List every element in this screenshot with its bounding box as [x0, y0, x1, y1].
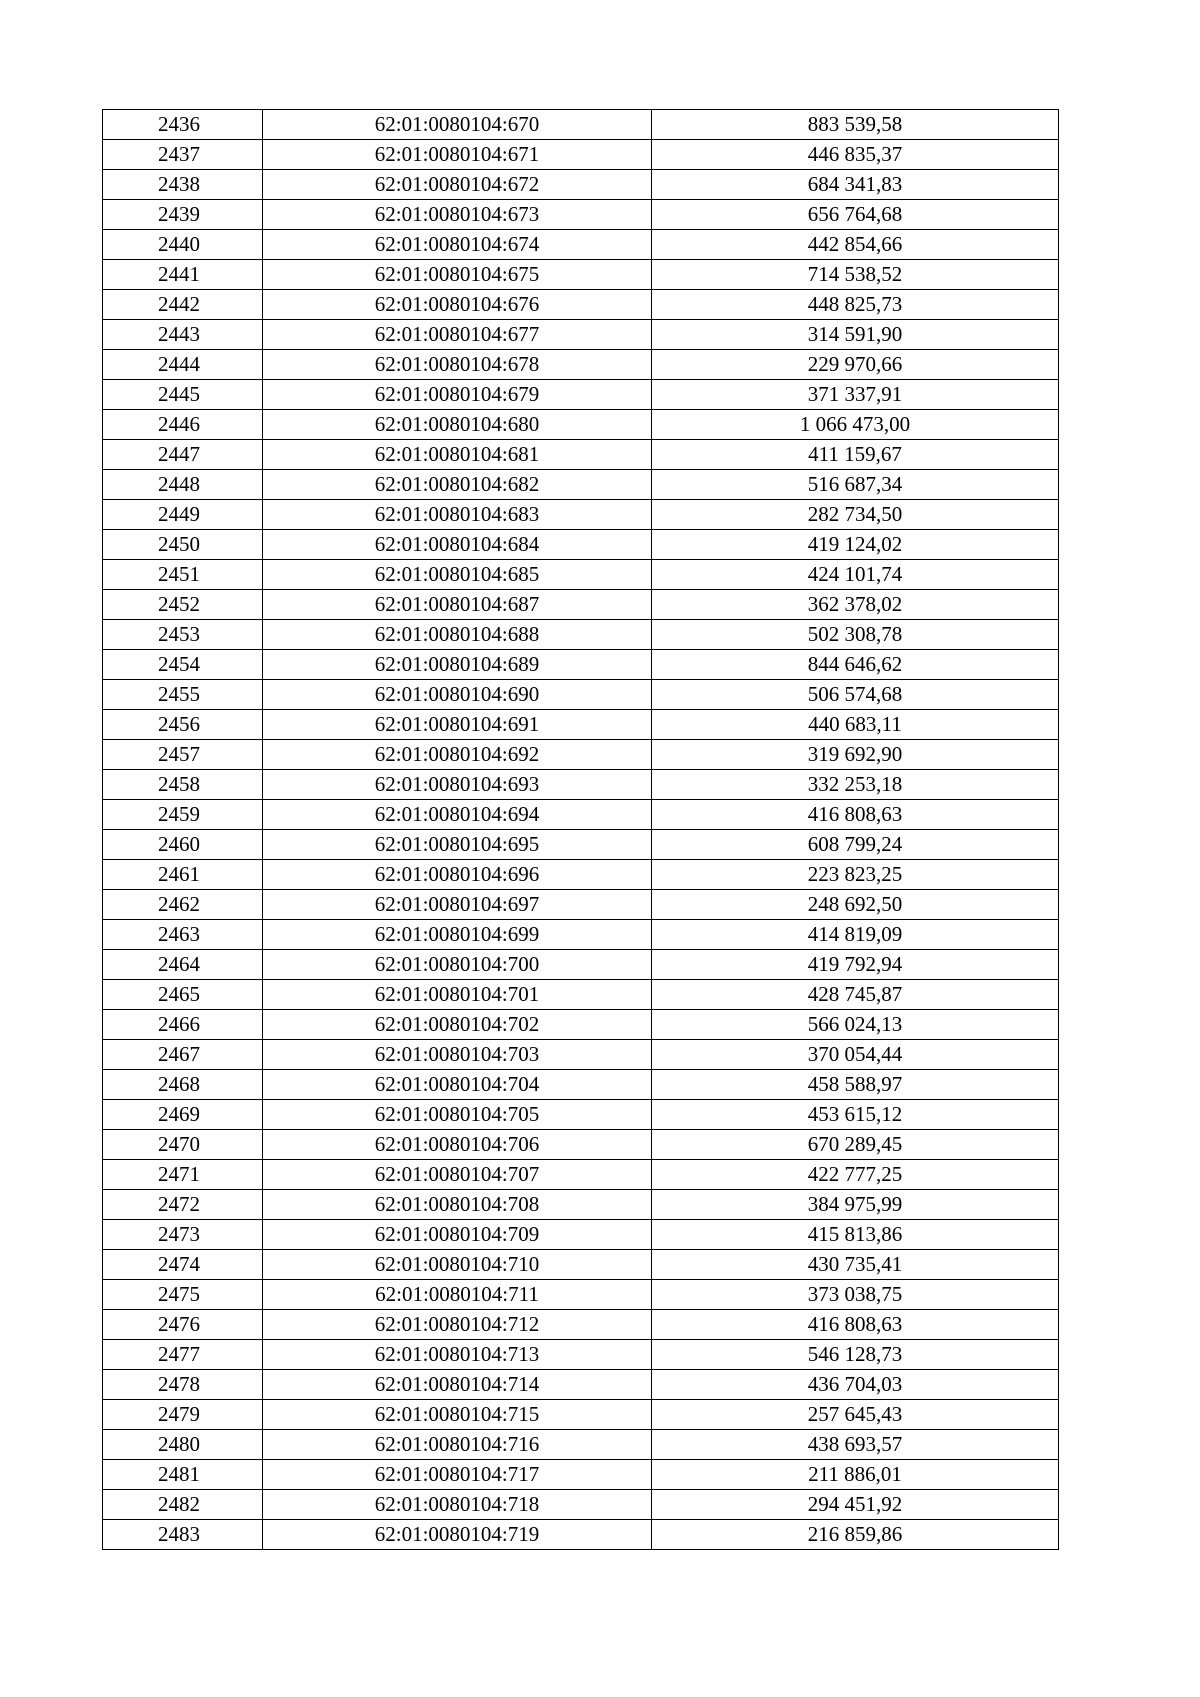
- cadastral-value-cell: 414 819,09: [652, 920, 1059, 950]
- cadastral-value-cell: 516 687,34: [652, 470, 1059, 500]
- table-row: [103, 170, 1059, 200]
- row-number-cell: 2441: [103, 260, 263, 290]
- table-row: [103, 1100, 1059, 1130]
- row-number-cell: 2481: [103, 1460, 263, 1490]
- table-row: [103, 1160, 1059, 1190]
- table-row: [103, 380, 1059, 410]
- row-number-cell: 2455: [103, 680, 263, 710]
- cadastral-number-cell: 62:01:0080104:711: [263, 1280, 652, 1310]
- table-row: [103, 1130, 1059, 1160]
- row-number-cell: 2471: [103, 1160, 263, 1190]
- row-number-cell: 2483: [103, 1520, 263, 1550]
- cadastral-value-cell: 656 764,68: [652, 200, 1059, 230]
- table-row: [103, 530, 1059, 560]
- cadastral-value-cell: 419 792,94: [652, 950, 1059, 980]
- table-row: [103, 710, 1059, 740]
- cadastral-value-table: [102, 109, 1059, 1550]
- row-number-cell: 2450: [103, 530, 263, 560]
- row-number-cell: 2479: [103, 1400, 263, 1430]
- cadastral-value-cell: 362 378,02: [652, 590, 1059, 620]
- row-number-cell: 2472: [103, 1190, 263, 1220]
- cadastral-value-cell: 223 823,25: [652, 860, 1059, 890]
- row-number-cell: 2466: [103, 1010, 263, 1040]
- cadastral-number-cell: 62:01:0080104:713: [263, 1340, 652, 1370]
- cadastral-number-cell: 62:01:0080104:677: [263, 320, 652, 350]
- table-row: [103, 860, 1059, 890]
- row-number-cell: 2462: [103, 890, 263, 920]
- table-row: [103, 110, 1059, 140]
- row-number-cell: 2478: [103, 1370, 263, 1400]
- cadastral-value-cell: 436 704,03: [652, 1370, 1059, 1400]
- row-number-cell: 2452: [103, 590, 263, 620]
- cadastral-number-cell: 62:01:0080104:675: [263, 260, 652, 290]
- cadastral-value-cell: 216 859,86: [652, 1520, 1059, 1550]
- row-number-cell: 2454: [103, 650, 263, 680]
- cadastral-value-cell: 883 539,58: [652, 110, 1059, 140]
- cadastral-number-cell: 62:01:0080104:712: [263, 1310, 652, 1340]
- row-number-cell: 2482: [103, 1490, 263, 1520]
- row-number-cell: 2448: [103, 470, 263, 500]
- cadastral-value-cell: 373 038,75: [652, 1280, 1059, 1310]
- cadastral-number-cell: 62:01:0080104:679: [263, 380, 652, 410]
- table-row: [103, 260, 1059, 290]
- table-row: [103, 1010, 1059, 1040]
- cadastral-number-cell: 62:01:0080104:672: [263, 170, 652, 200]
- cadastral-value-cell: 422 777,25: [652, 1160, 1059, 1190]
- row-number-cell: 2446: [103, 410, 263, 440]
- cadastral-number-cell: 62:01:0080104:693: [263, 770, 652, 800]
- row-number-cell: 2442: [103, 290, 263, 320]
- cadastral-value-cell: 332 253,18: [652, 770, 1059, 800]
- cadastral-number-cell: 62:01:0080104:704: [263, 1070, 652, 1100]
- row-number-cell: 2460: [103, 830, 263, 860]
- cadastral-value-cell: 248 692,50: [652, 890, 1059, 920]
- row-number-cell: 2451: [103, 560, 263, 590]
- cadastral-number-cell: 62:01:0080104:673: [263, 200, 652, 230]
- cadastral-value-cell: 446 835,37: [652, 140, 1059, 170]
- cadastral-number-cell: 62:01:0080104:687: [263, 590, 652, 620]
- table-row: [103, 950, 1059, 980]
- table-row: [103, 1400, 1059, 1430]
- cadastral-value-cell: 294 451,92: [652, 1490, 1059, 1520]
- cadastral-number-cell: 62:01:0080104:716: [263, 1430, 652, 1460]
- cadastral-value-cell: 211 886,01: [652, 1460, 1059, 1490]
- cadastral-number-cell: 62:01:0080104:718: [263, 1490, 652, 1520]
- cadastral-value-cell: 502 308,78: [652, 620, 1059, 650]
- cadastral-value-cell: 438 693,57: [652, 1430, 1059, 1460]
- row-number-cell: 2449: [103, 500, 263, 530]
- cadastral-number-cell: 62:01:0080104:697: [263, 890, 652, 920]
- cadastral-value-cell: 229 970,66: [652, 350, 1059, 380]
- table-row: [103, 1340, 1059, 1370]
- cadastral-value-cell: 416 808,63: [652, 1310, 1059, 1340]
- cadastral-number-cell: 62:01:0080104:717: [263, 1460, 652, 1490]
- cadastral-number-cell: 62:01:0080104:670: [263, 110, 652, 140]
- table-row: [103, 500, 1059, 530]
- cadastral-value-cell: 440 683,11: [652, 710, 1059, 740]
- cadastral-number-cell: 62:01:0080104:714: [263, 1370, 652, 1400]
- table-row: [103, 1460, 1059, 1490]
- row-number-cell: 2467: [103, 1040, 263, 1070]
- table-row: [103, 1520, 1059, 1550]
- cadastral-number-cell: 62:01:0080104:684: [263, 530, 652, 560]
- row-number-cell: 2457: [103, 740, 263, 770]
- cadastral-number-cell: 62:01:0080104:683: [263, 500, 652, 530]
- row-number-cell: 2458: [103, 770, 263, 800]
- cadastral-value-cell: 458 588,97: [652, 1070, 1059, 1100]
- cadastral-value-cell: 430 735,41: [652, 1250, 1059, 1280]
- table-row: [103, 680, 1059, 710]
- cadastral-number-cell: 62:01:0080104:696: [263, 860, 652, 890]
- row-number-cell: 2436: [103, 110, 263, 140]
- table-row: [103, 1370, 1059, 1400]
- cadastral-value-cell: 448 825,73: [652, 290, 1059, 320]
- cadastral-number-cell: 62:01:0080104:678: [263, 350, 652, 380]
- table-row: [103, 830, 1059, 860]
- cadastral-value-cell: 714 538,52: [652, 260, 1059, 290]
- cadastral-number-cell: 62:01:0080104:700: [263, 950, 652, 980]
- cadastral-value-cell: 546 128,73: [652, 1340, 1059, 1370]
- row-number-cell: 2480: [103, 1430, 263, 1460]
- table-row: [103, 620, 1059, 650]
- table-row: [103, 740, 1059, 770]
- cadastral-number-cell: 62:01:0080104:682: [263, 470, 652, 500]
- table-row: [103, 1040, 1059, 1070]
- table-row: [103, 590, 1059, 620]
- table-row: [103, 410, 1059, 440]
- cadastral-number-cell: 62:01:0080104:703: [263, 1040, 652, 1070]
- cadastral-value-cell: 428 745,87: [652, 980, 1059, 1010]
- row-number-cell: 2477: [103, 1340, 263, 1370]
- cadastral-number-cell: 62:01:0080104:715: [263, 1400, 652, 1430]
- cadastral-value-cell: 370 054,44: [652, 1040, 1059, 1070]
- cadastral-number-cell: 62:01:0080104:690: [263, 680, 652, 710]
- table-body: [103, 110, 1059, 1550]
- row-number-cell: 2459: [103, 800, 263, 830]
- cadastral-number-cell: 62:01:0080104:674: [263, 230, 652, 260]
- table-row: [103, 560, 1059, 590]
- cadastral-value-cell: 453 615,12: [652, 1100, 1059, 1130]
- row-number-cell: 2475: [103, 1280, 263, 1310]
- table-row: [103, 1190, 1059, 1220]
- cadastral-number-cell: 62:01:0080104:694: [263, 800, 652, 830]
- cadastral-number-cell: 62:01:0080104:707: [263, 1160, 652, 1190]
- cadastral-value-cell: 384 975,99: [652, 1190, 1059, 1220]
- cadastral-value-cell: 442 854,66: [652, 230, 1059, 260]
- table-row: [103, 1430, 1059, 1460]
- table-row: [103, 440, 1059, 470]
- cadastral-number-cell: 62:01:0080104:695: [263, 830, 652, 860]
- cadastral-value-cell: 416 808,63: [652, 800, 1059, 830]
- cadastral-value-cell: 257 645,43: [652, 1400, 1059, 1430]
- cadastral-value-cell: 314 591,90: [652, 320, 1059, 350]
- cadastral-value-cell: 608 799,24: [652, 830, 1059, 860]
- table-row: [103, 770, 1059, 800]
- cadastral-number-cell: 62:01:0080104:671: [263, 140, 652, 170]
- row-number-cell: 2464: [103, 950, 263, 980]
- cadastral-value-cell: 415 813,86: [652, 1220, 1059, 1250]
- row-number-cell: 2447: [103, 440, 263, 470]
- row-number-cell: 2438: [103, 170, 263, 200]
- cadastral-number-cell: 62:01:0080104:680: [263, 410, 652, 440]
- table-row: [103, 1250, 1059, 1280]
- table-row: [103, 1490, 1059, 1520]
- table-row: [103, 140, 1059, 170]
- cadastral-value-cell: 670 289,45: [652, 1130, 1059, 1160]
- cadastral-value-cell: 844 646,62: [652, 650, 1059, 680]
- row-number-cell: 2465: [103, 980, 263, 1010]
- table-row: [103, 290, 1059, 320]
- table-row: [103, 470, 1059, 500]
- table-row: [103, 320, 1059, 350]
- cadastral-value-cell: 411 159,67: [652, 440, 1059, 470]
- cadastral-number-cell: 62:01:0080104:685: [263, 560, 652, 590]
- cadastral-number-cell: 62:01:0080104:702: [263, 1010, 652, 1040]
- cadastral-value-cell: 424 101,74: [652, 560, 1059, 590]
- cadastral-number-cell: 62:01:0080104:688: [263, 620, 652, 650]
- row-number-cell: 2474: [103, 1250, 263, 1280]
- table-row: [103, 1070, 1059, 1100]
- cadastral-number-cell: 62:01:0080104:692: [263, 740, 652, 770]
- table-row: [103, 980, 1059, 1010]
- cadastral-value-cell: 319 692,90: [652, 740, 1059, 770]
- table-row: [103, 890, 1059, 920]
- row-number-cell: 2470: [103, 1130, 263, 1160]
- cadastral-number-cell: 62:01:0080104:676: [263, 290, 652, 320]
- table-row: [103, 1280, 1059, 1310]
- cadastral-value-cell: 506 574,68: [652, 680, 1059, 710]
- cadastral-value-cell: 282 734,50: [652, 500, 1059, 530]
- cadastral-value-cell: 684 341,83: [652, 170, 1059, 200]
- cadastral-number-cell: 62:01:0080104:710: [263, 1250, 652, 1280]
- table-row: [103, 200, 1059, 230]
- cadastral-number-cell: 62:01:0080104:701: [263, 980, 652, 1010]
- row-number-cell: 2456: [103, 710, 263, 740]
- row-number-cell: 2445: [103, 380, 263, 410]
- cadastral-value-cell: 566 024,13: [652, 1010, 1059, 1040]
- table-row: [103, 350, 1059, 380]
- table-row: [103, 1310, 1059, 1340]
- row-number-cell: 2461: [103, 860, 263, 890]
- cadastral-value-cell: 419 124,02: [652, 530, 1059, 560]
- row-number-cell: 2453: [103, 620, 263, 650]
- row-number-cell: 2463: [103, 920, 263, 950]
- row-number-cell: 2476: [103, 1310, 263, 1340]
- cadastral-number-cell: 62:01:0080104:708: [263, 1190, 652, 1220]
- cadastral-number-cell: 62:01:0080104:709: [263, 1220, 652, 1250]
- row-number-cell: 2469: [103, 1100, 263, 1130]
- cadastral-value-cell: 1 066 473,00: [652, 410, 1059, 440]
- cadastral-number-cell: 62:01:0080104:691: [263, 710, 652, 740]
- table-row: [103, 920, 1059, 950]
- table-row: [103, 1220, 1059, 1250]
- row-number-cell: 2437: [103, 140, 263, 170]
- table-row: [103, 650, 1059, 680]
- cadastral-number-cell: 62:01:0080104:719: [263, 1520, 652, 1550]
- cadastral-value-cell: 371 337,91: [652, 380, 1059, 410]
- cadastral-number-cell: 62:01:0080104:689: [263, 650, 652, 680]
- row-number-cell: 2440: [103, 230, 263, 260]
- row-number-cell: 2444: [103, 350, 263, 380]
- row-number-cell: 2439: [103, 200, 263, 230]
- cadastral-number-cell: 62:01:0080104:681: [263, 440, 652, 470]
- row-number-cell: 2443: [103, 320, 263, 350]
- table-row: [103, 800, 1059, 830]
- row-number-cell: 2473: [103, 1220, 263, 1250]
- cadastral-number-cell: 62:01:0080104:699: [263, 920, 652, 950]
- cadastral-number-cell: 62:01:0080104:706: [263, 1130, 652, 1160]
- cadastral-number-cell: 62:01:0080104:705: [263, 1100, 652, 1130]
- table-row: [103, 230, 1059, 260]
- row-number-cell: 2468: [103, 1070, 263, 1100]
